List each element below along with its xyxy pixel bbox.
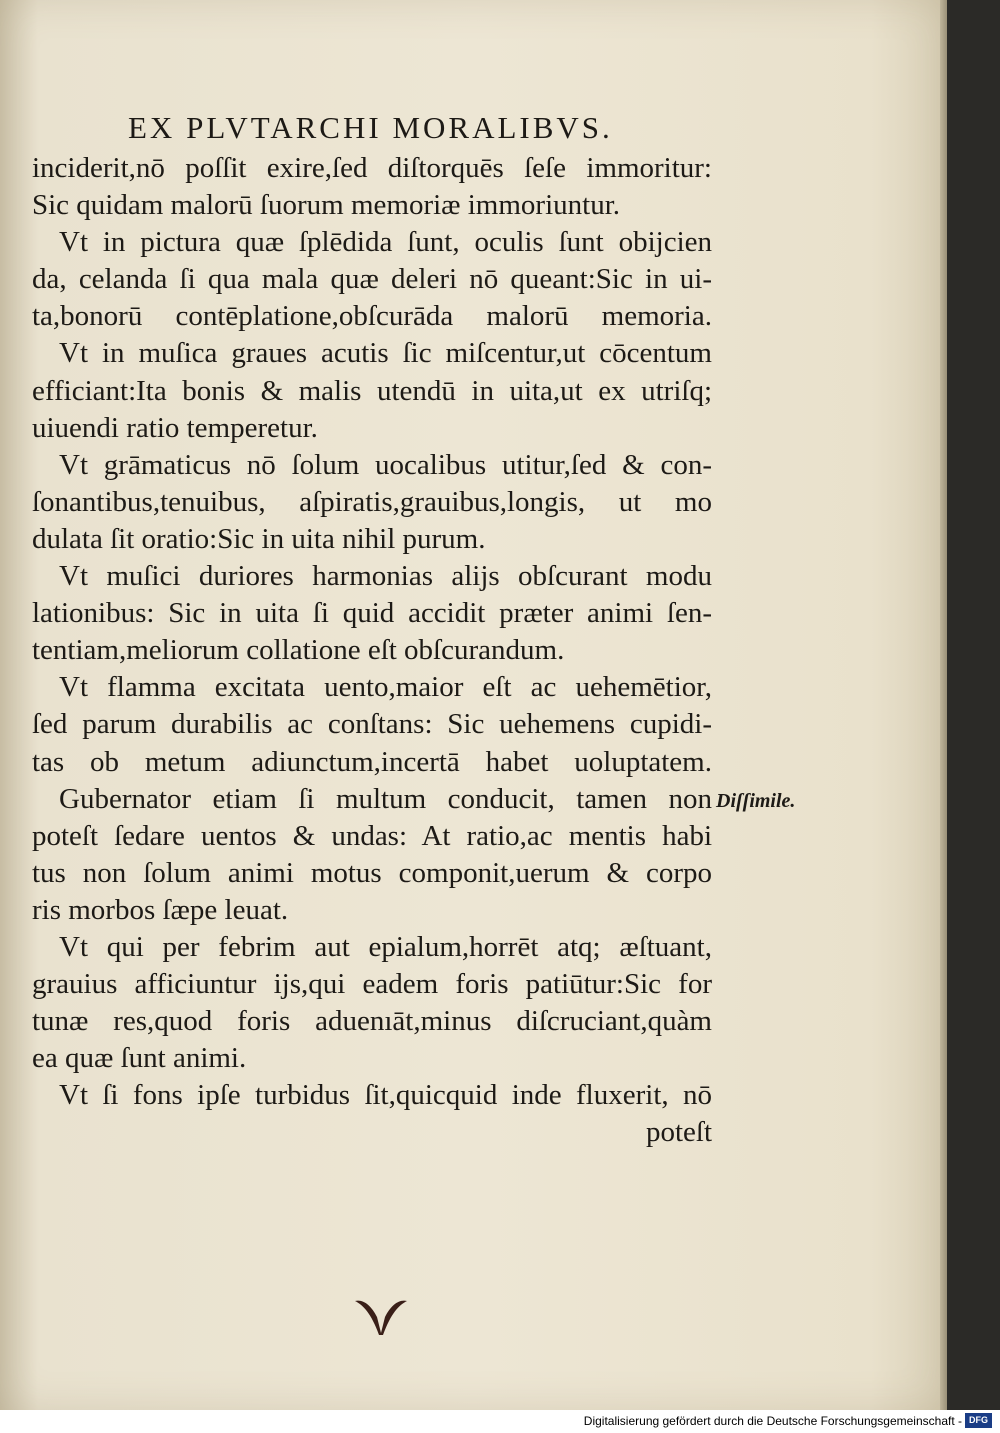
text-line: Vt ſi fons ipſe turbidus ſit,quicquid inde fluxerit, nō — [59, 1079, 712, 1112]
fleuron-icon — [353, 1295, 409, 1337]
text-line: tus non ſolum animi motus componit,uerum & corpo — [32, 856, 712, 889]
text-line: Vt grāmaticus nō ſolum uocalibus utitur,ſed & con- — [59, 448, 712, 481]
body-text — [32, 150, 712, 1152]
text-line: efficiant:Ita bonis & malis utendū in uita,ut ex utriſq; — [32, 374, 712, 407]
text-line: Vt in pictura quæ ſplēdida ſunt, oculis ſunt obijcien — [59, 226, 712, 259]
text-line: poteſt ſedare uentos & undas: At ratio,ac mentis habi — [32, 819, 712, 852]
text-line: dulata ſit oratio:Sic in uita nihil purum. — [32, 522, 486, 555]
catchword: poteſt — [645, 1116, 712, 1149]
text-line: da, celanda ſi qua mala quæ deleri nō queant:Sic in ui- — [32, 263, 712, 296]
text-line: Gubernator etiam ſi multum conducit, tamen non — [59, 782, 712, 815]
text-line: Vt qui per febrim aut epialum,horrēt atq; æſtuant, — [59, 930, 712, 963]
text-line: tentiam,meliorum collatione eſt obſcurandum. — [32, 634, 565, 667]
running-head: EX PLVTARCHI MORALIBVS. — [128, 110, 613, 145]
text-line: ſonantibus,tenuibus, aſpiratis,grauibus,longis, ut mo — [32, 485, 712, 518]
dfg-logo[interactable]: DFG — [965, 1413, 992, 1428]
text-line: Sic quidam malorū ſuorum memoriæ immoriuntur. — [32, 189, 621, 222]
text-line: uiuendi ratio temperetur. — [32, 411, 318, 444]
text-line: ta,bonorū contēplatione,obſcurāda malorū memoria. — [32, 300, 712, 333]
footer-bar — [0, 1410, 1000, 1433]
text-line: grauius afficiuntur ijs,qui eadem foris patiūtur:Sic for — [32, 968, 712, 1001]
funding-credit: Digitalisierung gefördert durch die Deutsche Forschungsgemeinschaft - — [583, 1414, 962, 1428]
scan-backdrop — [947, 0, 1000, 1410]
text-line: ris morbos ſæpe leuat. — [32, 893, 289, 926]
text-line: Vt flamma excitata uento,maior eſt ac uehemētior, — [59, 671, 712, 704]
text-line: tunæ res,quod foris aduenıāt,minus diſcruciant,quàm — [32, 1005, 712, 1038]
page-edge — [940, 0, 947, 1410]
margin-note: Diſſimile. — [716, 790, 796, 812]
text-line: Vt muſici duriores harmonias alijs obſcurant modu — [59, 560, 712, 593]
text-line: Vt in muſica graues acutis ſic miſcentur,ut cōcentum — [59, 337, 712, 370]
text-line: ea quæ ſunt animi. — [32, 1042, 247, 1075]
text-line: tas ob metum adiunctum,incertā habet uoluptatem. — [32, 745, 712, 778]
text-line: inciderit,nō poſſit exire,ſed diſtorquēs ſeſe immoritur: — [32, 152, 712, 184]
text-line: ſed parum durabilis ac conſtans: Sic uehemens cupidi- — [32, 708, 712, 741]
text-line: lationibus: Sic in uita ſi quid accidit præter animi ſen- — [32, 597, 712, 630]
